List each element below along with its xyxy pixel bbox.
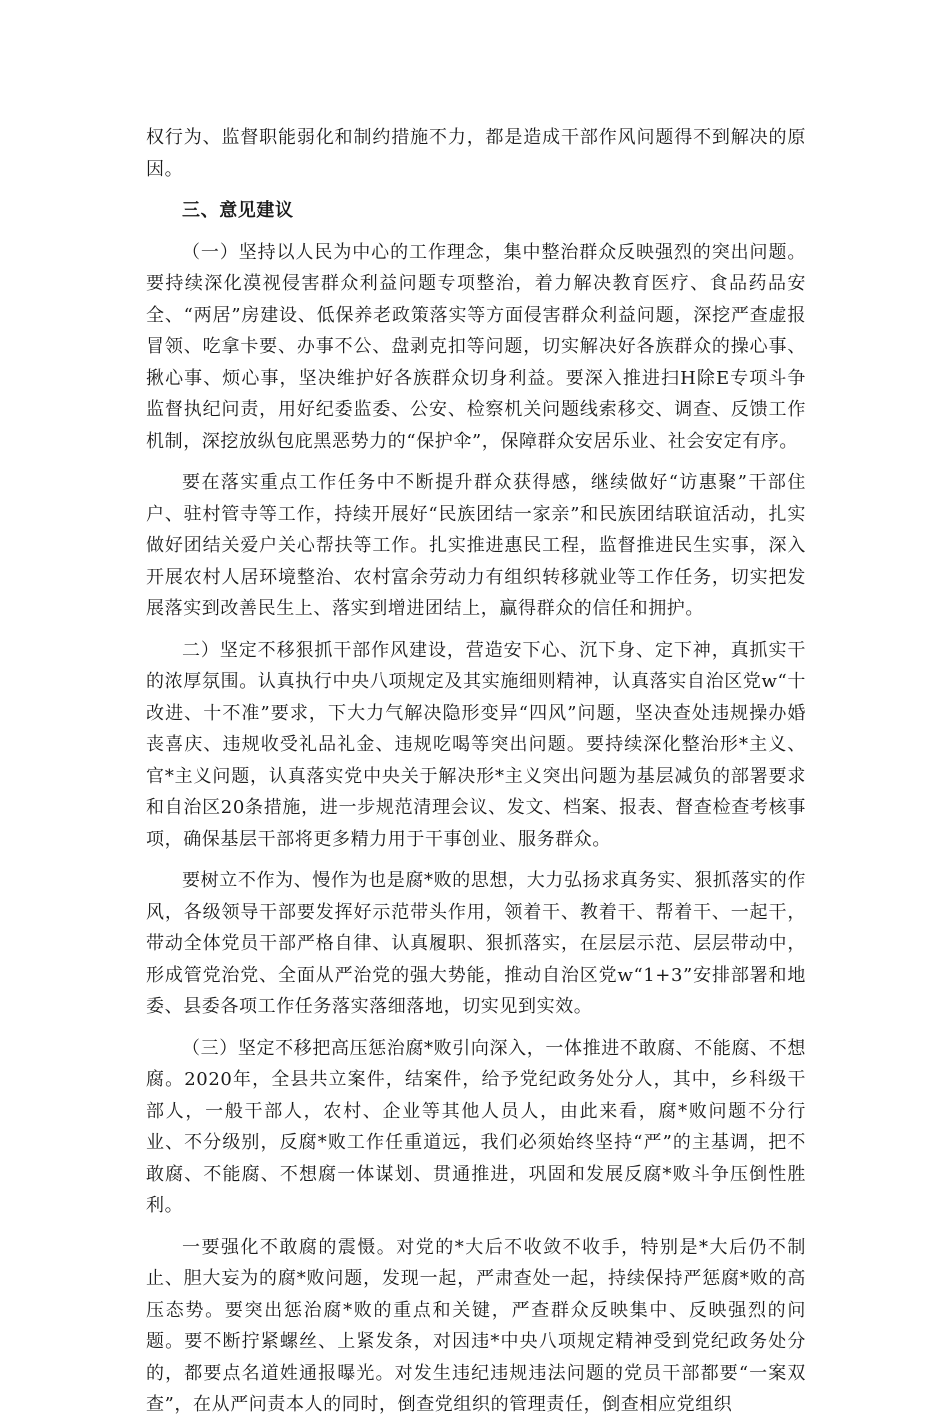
paragraph-6: （三）坚定不移把高压惩治腐*败引向深入，一体推进不敢腐、不能腐、不想腐。2020年，全县共立案件，结案件，给予党纪政务处分人，其中，乡科级干部人，一般干部人，农村、企业等其他人员人，由此来看，腐*败问题不分行业、不分级别，反腐*败工作任重道远，我们必须始终坚持“严”的主基调，把不敢腐、不能腐、不想腐一体谋划、贯通推进，巩固和发展反腐*败斗争压倒性胜利。 — [146, 1037, 806, 1216]
section-heading-suggestions: 三、意见建议 — [182, 200, 294, 221]
paragraph-3: 要在落实重点工作任务中不断提升群众获得感，继续做好“访惠聚”干部住户、驻村管寺等工作，持续开展好“民族团结一家亲”和民族团结联谊活动，扎实做好团结关爱户关心帮扶等工作。扎实推进惠民工程，监督推进民生实事，深入开展农村人居环境整治、农村富余劳动力有组织转移就业等工作任务，切实把发展落实到改善民生上、落实到增进团结上，赢得群众的信任和拥护。 — [146, 472, 806, 619]
paragraph-7: 一要强化不敢腐的震慑。对党的*大后不收敛不收手，特别是*大后仍不制止、胆大妄为的腐*败问题，发现一起，严肃查处一起，持续保持严惩腐*败的高压态势。要突出惩治腐*败的重点和关键，严查群众反映集中、反映强烈的问题。要不断拧紧螺丝、上紧发条，对因违*中央八项规定精神受到党纪政务处分的，都要点名道姓通报曝光。对发生违纪违规违法问题的党员干部都要“一案双查”，在从严问责本人的同时，倒查党组织的管理责任，倒查相应党组织 — [146, 1236, 806, 1415]
paragraph-2: （一）坚持以人民为中心的工作理念，集中整治群众反映强烈的突出问题。要持续深化漠视侵害群众利益问题专项整治，着力解决教育医疗、食品药品安全、“两居”房建设、低保养老政策落实等方面侵害群众利益问题，深挖严查虚报冒领、吃拿卡要、办事不公、盘剥克扣等问题，切实解决好各族群众的操心事、揪心事、烦心事，坚决维护好各族群众切身利益。要深入推进扫H除E专项斗争监督执纪问责，用好纪委监委、公安、检察机关问题线索移交、调查、反馈工作机制，深挖放纵包庇黑恶势力的“保护伞”，保障群众安居乐业、社会安定有序。 — [146, 241, 806, 452]
paragraph-4: 二）坚定不移狠抓干部作风建设，营造安下心、沉下身、定下神，真抓实干的浓厚氛围。认真执行中央八项规定及其实施细则精神，认真落实自治区党w“十改进、十不准”要求，下大力气解决隐形变异“四风”问题，坚决查处违规操办婚丧喜庆、违规收受礼品礼金、违规吃喝等突出问题。要持续深化整治形*主义、官*主义问题，认真落实党中央关于解决形*主义突出问题为基层减负的部署要求和自治区20条措施，进一步规范清理会议、发文、档案、报表、督查检查考核事项，确保基层干部将更多精力用于干事创业、服务群众。 — [146, 639, 806, 850]
document-body — [146, 122, 806, 1421]
paragraph-5: 要树立不作为、慢作为也是腐*败的思想，大力弘扬求真务实、狠抓落实的作风，各级领导干部要发挥好示范带头作用，领着干、教着干、帮着干、一起干，带动全体党员干部严格自律、认真履职、狠抓落实，在层层示范、层层带动中，形成管党治党、全面从严治党的强大势能，推动自治区党w“1+3”安排部署和地委、县委各项工作任务落实落细落地，切实见到实效。 — [146, 870, 806, 1017]
paragraph-1: 权行为、监督职能弱化和制约措施不力，都是造成干部作风问题得不到解决的原因。 — [146, 127, 806, 180]
